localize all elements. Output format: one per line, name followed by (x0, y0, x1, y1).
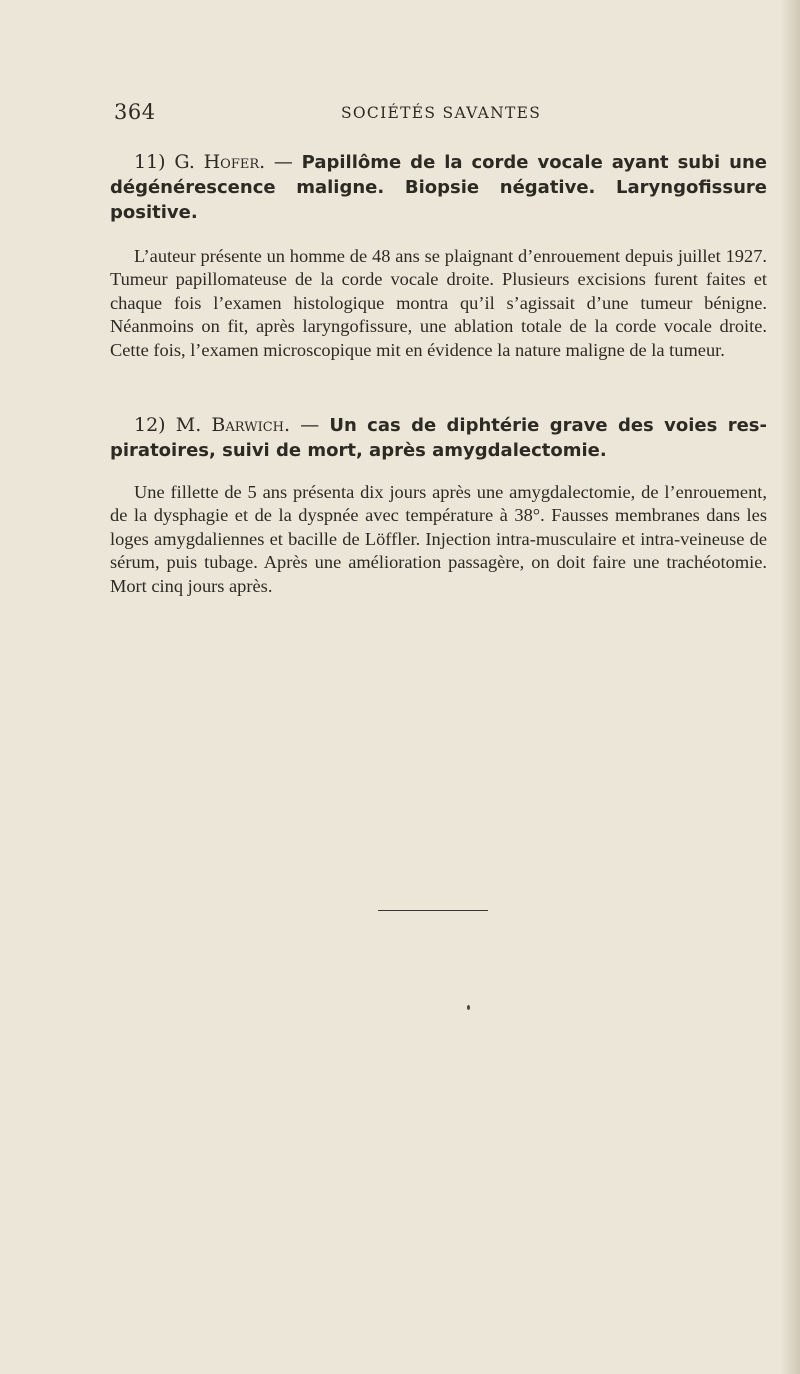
heading-dash: — (265, 151, 302, 173)
abstract-number: 11) (134, 151, 166, 173)
ink-speck (467, 1005, 470, 1010)
section-divider (378, 910, 488, 911)
abstract-title: Un cas de diphtérie grave des voies respiratoires, suivi de mort, après amygdalectomie. (110, 415, 767, 461)
abstract-number: 12) (134, 414, 166, 436)
abstract-author: M. Barwich. (175, 414, 291, 436)
heading-dash: — (290, 414, 330, 436)
abstract-11 (110, 150, 767, 362)
running-head (114, 100, 554, 130)
abstract-author: G. Hofer. (174, 151, 266, 173)
abstract-heading (110, 150, 767, 225)
abstract-title: Papillôme de la corde vocale ayant subi une dégénérescence maligne. Biopsie négative. Laryngofissure positive. (110, 152, 767, 223)
abstract-body: Une fillette de 5 ans présenta dix jours après une amygdalectomie, de l’enrouement, de la dysphagie et de la dyspnée avec température à 38°. Fausses membranes dans les loges amygdaliennes et bacille de Löffler. Injection intra-musculaire et intra-veineuse de sérum, puis tubage. Après une amélioration passagère, on doit faire une trachéotomie. Mort cinq jours après. (110, 482, 767, 596)
abstract-12 (110, 413, 767, 598)
abstract-heading (110, 413, 767, 463)
page-number: 364 (114, 100, 156, 124)
running-title: SOCIÉTÉS SAVANTES (341, 104, 542, 122)
abstract-body: L’auteur présente un homme de 48 ans se plaignant d’enrouement depuis juillet 1927. Tumeur papillomateuse de la corde vocale droite. Plusieurs excisions furent faites et chaque fois l’examen histologique montra qu’il s’agissait d’une tumeur bénigne. Néanmoins on fit, après laryngofissure, une ablation totale de la corde vocale droite. Cette fois, l’examen microscopique mit en évidence la nature maligne de la tumeur. (110, 246, 767, 360)
